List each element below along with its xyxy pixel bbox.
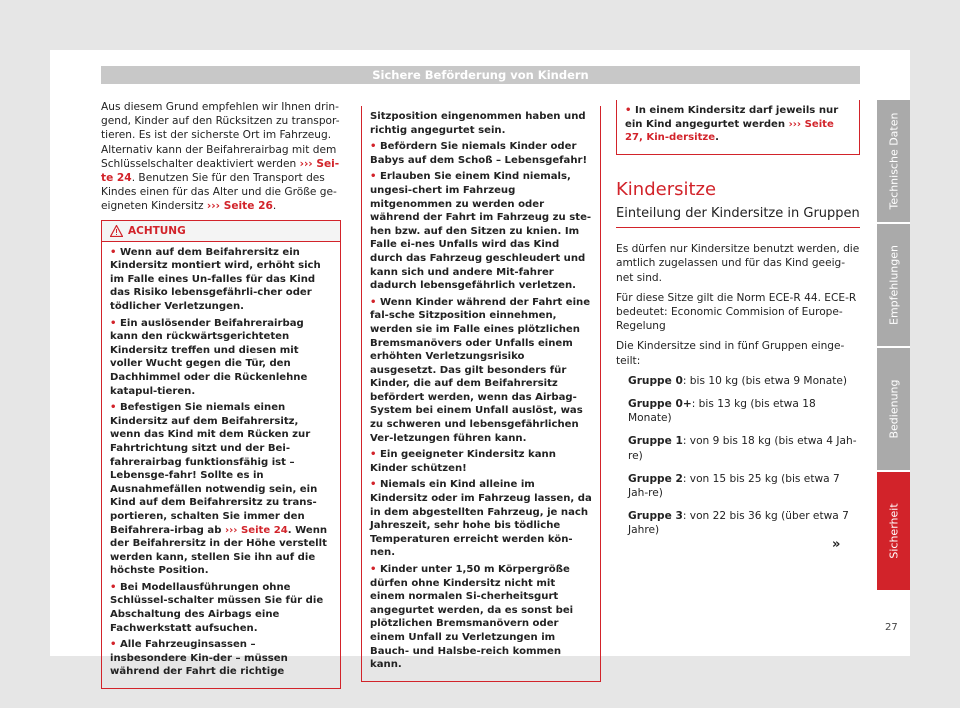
tab-bedienung[interactable]: Bedienung (877, 348, 910, 470)
warning-bullet: • In einem Kindersitz darf jeweils nur ein Kind angegurtet werden ››› Seite 27, Kin-dersitze. (625, 105, 839, 144)
warning-bullet: • Wenn Kinder während der Fahrt eine fal-sche Sitzposition einnehmen, werden sie im Falle eines plötzlichen Bremsmanövers oder Unfalls einem erhöhten Verletzungsrisiko ausgesetzt. Das gilt besonders für Kinder, die auf dem Beifahrersitz befördert werden, wenn das Airbag-System bei einem Unfall auslöst, was zu schweren und lebensgefährlichen Ver-letzungen führen kann. (370, 296, 591, 444)
tab-sicherheit[interactable]: Sicherheit (877, 472, 910, 590)
warning-text (617, 104, 859, 145)
intro-line: Schlüsselschalter deaktiviert werden (101, 157, 297, 170)
column-2 (361, 100, 601, 682)
group-item: Gruppe 2: von 15 bis 25 kg (bis etwa 7 Jah-re) (628, 472, 840, 500)
warning-bullet: • Alle Fahrzeuginsassen – insbesondere Kin-der – müssen während der Fahrt die richtige (110, 639, 288, 678)
column-3 (616, 100, 860, 547)
intro-line: tieren. Es ist der sicherste Ort im Fahrzeug. (101, 129, 332, 142)
group-item: Gruppe 3: von 22 bis 36 kg (über etwa 7 Jahre) (628, 510, 849, 537)
paragraph: Für diese Sitze gilt die Norm ECE-R 44. ECE-R bedeutet: Economic Commision of Europe-Regelung (616, 291, 857, 333)
warning-bullet: • Niemals ein Kind alleine im Kindersitz oder im Fahrzeug lassen, da in dem abgestellten Fahrzeug, je nach Jahreszeit, sehr hohe bis tödliche Temperaturen erreicht werden kön-nen. (370, 479, 592, 559)
tab-empfehlungen[interactable]: Empfehlungen (877, 224, 910, 346)
intro-line: Aus diesem Grund empfehlen wir Ihnen drin- (101, 101, 339, 113)
warning-bullet: • Ein auslösender Beifahrerairbag kann den rückwärtsgerichteten Kindersitz treffen und diesen mit voller Wucht gegen die Tür, den Dachhimmel oder die Rückenlehne katapul-tieren. (110, 317, 308, 397)
intro-line: gend, Kinder auf den Rücksitzen zu transpor- (101, 115, 340, 128)
tab-technische-daten[interactable]: Technische Daten (877, 100, 910, 222)
intro-rest: . Benutzen Sie für den Transport des Kindes einen für das Alter und die Größe ge-eigneten Kindersitz (101, 172, 337, 213)
warning-title: ACHTUNG (128, 224, 186, 237)
page-link[interactable]: ››› Seite 27, Kin-dersitze (625, 118, 834, 144)
page-number: 27 (885, 622, 898, 633)
page-link[interactable]: ››› Seite 26 (206, 200, 273, 213)
paragraph: Die Kindersitze sind in fünf Gruppen einge-teilt: (616, 340, 845, 367)
page-link[interactable]: ››› Sei-te 24 (101, 157, 340, 185)
group-item: Gruppe 1: von 9 bis 18 kg (bis etwa 4 Jah-re) (628, 435, 857, 462)
warning-bullet: • Ein geeigneter Kindersitz kann Kinder schützen! (370, 449, 556, 474)
section-subheading: Einteilung der Kindersitze in Gruppen (616, 207, 860, 228)
warning-box-continued (616, 100, 860, 155)
warning-bullet: • Kinder unter 1,50 m Körpergröße dürfen ohne Kindersitz nicht mit einem normalen Si-cherheitsgurt angegurtet werden, da es sonst bei plötzlichen Bremsmanövern oder einem Unfall zu Verletzungen im Bauch- und Halsbe-reich kommen kann. (370, 564, 574, 671)
section-heading: Kindersitze (616, 178, 717, 200)
warning-bullet: • Wenn auf dem Beifahrersitz ein Kindersitz montiert wird, erhöht sich im Falle eines Un-falles für das Kind das Risiko lebensgefährli-cher oder tödlicher Verletzungen. (110, 246, 321, 312)
warning-text (102, 242, 340, 679)
continue-arrow-icon: » (832, 537, 841, 552)
warning-bullet: • Befestigen Sie niemals einen Kindersitz auf dem Beifahrersitz, wenn das Kind mit dem Rücken zur Fahrtrichtung sitzt und der Bei-fahrerairbag funktionsfähig ist – Lebensge-fahr! Sollte es in Ausnahmefällen notwendig sein, ein Kind auf dem Beifahrersitz zu trans-portieren, schalten Sie immer den Beifahrera-irbag ab ››› Seite 24. Wenn der Beifahrersitz in der Höhe verstellt werden kann, stellen Sie ihn auf die höchste Position. (110, 402, 328, 577)
page-link[interactable]: ››› Seite 24 (224, 524, 288, 536)
warning-bullet: • Erlauben Sie einem Kind niemals, ungesi-chert im Fahrzeug mitgenommen zu werden oder während der Fahrt im Fahrzeug zu ste-hen bzw. auf den Sitzen zu knien. Im Falle ei-nes Unfalls wird das Kind durch das Fahrzeug geschleudert und kann sich und andere Mit-fahrer dadurch lebensgefährlich verletzen. (370, 171, 592, 292)
warning-bullet: • Befördern Sie niemals Kinder oder Babys auf dem Schoß – Lebensgefahr! (370, 141, 588, 166)
warning-box-continued (361, 106, 601, 682)
group-item: Gruppe 0: bis 10 kg (bis etwa 9 Monate) (628, 374, 848, 387)
warning-lead: Sitzposition eingenommen haben und richtig angegurtet sein. (370, 111, 586, 136)
intro-paragraph (101, 100, 341, 214)
group-item: Gruppe 0+: bis 13 kg (bis etwa 18 Monate) (628, 398, 816, 425)
warning-box (101, 220, 341, 689)
intro-end: . (272, 200, 277, 213)
warning-text (362, 110, 600, 672)
warning-header (102, 221, 340, 242)
paragraph: Es dürfen nur Kindersitze benutzt werden, die amtlich zugelassen und für das Kind geeig-net sind. (616, 243, 860, 284)
column-1 (101, 100, 341, 689)
warning-bullet: • Bei Modellausführungen ohne Schlüssel-schalter müssen Sie für die Abschaltung des Airbags eine Fachwerkstatt aufsuchen. (110, 581, 324, 634)
intro-line: Alternativ kann der Beifahrerairbag mit dem (101, 143, 337, 156)
page-header: Sichere Beförderung von Kindern (101, 66, 860, 84)
